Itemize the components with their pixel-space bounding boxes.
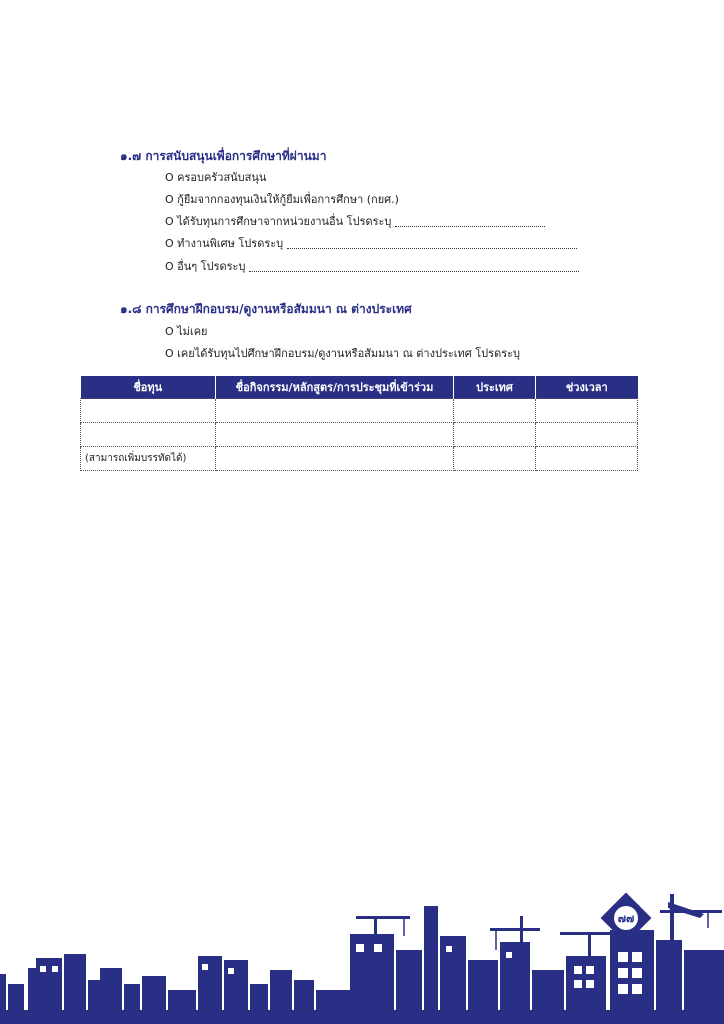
column-header: ช่วงเวลา xyxy=(536,376,638,399)
abroad-training-table xyxy=(80,376,638,471)
table-row xyxy=(81,423,638,447)
option-part-time-work[interactable]: O ทำงานพิเศษ โปรดระบุ xyxy=(165,234,577,252)
table-cell[interactable] xyxy=(454,447,536,471)
option-never-abroad[interactable]: O ไม่เคย xyxy=(165,325,208,338)
section-17-title: ๑.๗ การสนับสนุนเพื่อการศึกษาที่ผ่านมา xyxy=(120,149,327,163)
column-header: ชื่อทุน xyxy=(81,376,216,399)
table-cell[interactable] xyxy=(536,447,638,471)
table-cell[interactable] xyxy=(216,399,454,423)
option-other[interactable]: O อื่นๆ โปรดระบุ xyxy=(165,257,579,275)
option-student-loan[interactable]: O กู้ยืมจากกองทุนเงินให้กู้ยืมเพื่อการศึกษา (กยศ.) xyxy=(165,193,399,206)
specify-line[interactable] xyxy=(287,238,577,249)
table-row xyxy=(81,447,638,471)
option-abroad-scholarship[interactable]: O เคยได้รับทุนไปศึกษาฝึกอบรม/ดูงานหรือสัมมนา ณ ต่างประเทศ โปรดระบุ xyxy=(165,347,521,360)
table-cell[interactable] xyxy=(81,399,216,423)
city-skyline-illustration xyxy=(0,880,724,1024)
specify-line[interactable] xyxy=(249,261,579,272)
table-cell[interactable] xyxy=(454,423,536,447)
table-cell[interactable] xyxy=(536,399,638,423)
specify-line[interactable] xyxy=(395,216,545,227)
option-family-support[interactable]: O ครอบครัวสนับสนุน xyxy=(165,171,267,184)
table-cell[interactable] xyxy=(216,447,454,471)
emblem-number: ๗๗ xyxy=(617,912,635,925)
table-cell[interactable] xyxy=(216,423,454,447)
table-note: (สามารถเพิ่มบรรทัดได้) xyxy=(81,447,216,471)
table-header-row xyxy=(81,376,638,399)
table-cell[interactable] xyxy=(81,423,216,447)
table-cell[interactable] xyxy=(454,399,536,423)
table-cell[interactable] xyxy=(536,423,638,447)
column-header: ชื่อกิจกรรม/หลักสูตร/การประชุมที่เข้าร่วม xyxy=(216,376,454,399)
section-18-title: ๑.๘ การศึกษาฝึกอบรม/ดูงานหรือสัมมนา ณ ต่างประเทศ xyxy=(120,302,412,316)
option-other-scholarship[interactable]: O ได้รับทุนการศึกษาจากหน่วยงานอื่น โปรดระบุ xyxy=(165,212,545,230)
column-header: ประเทศ xyxy=(454,376,536,399)
table-row xyxy=(81,399,638,423)
